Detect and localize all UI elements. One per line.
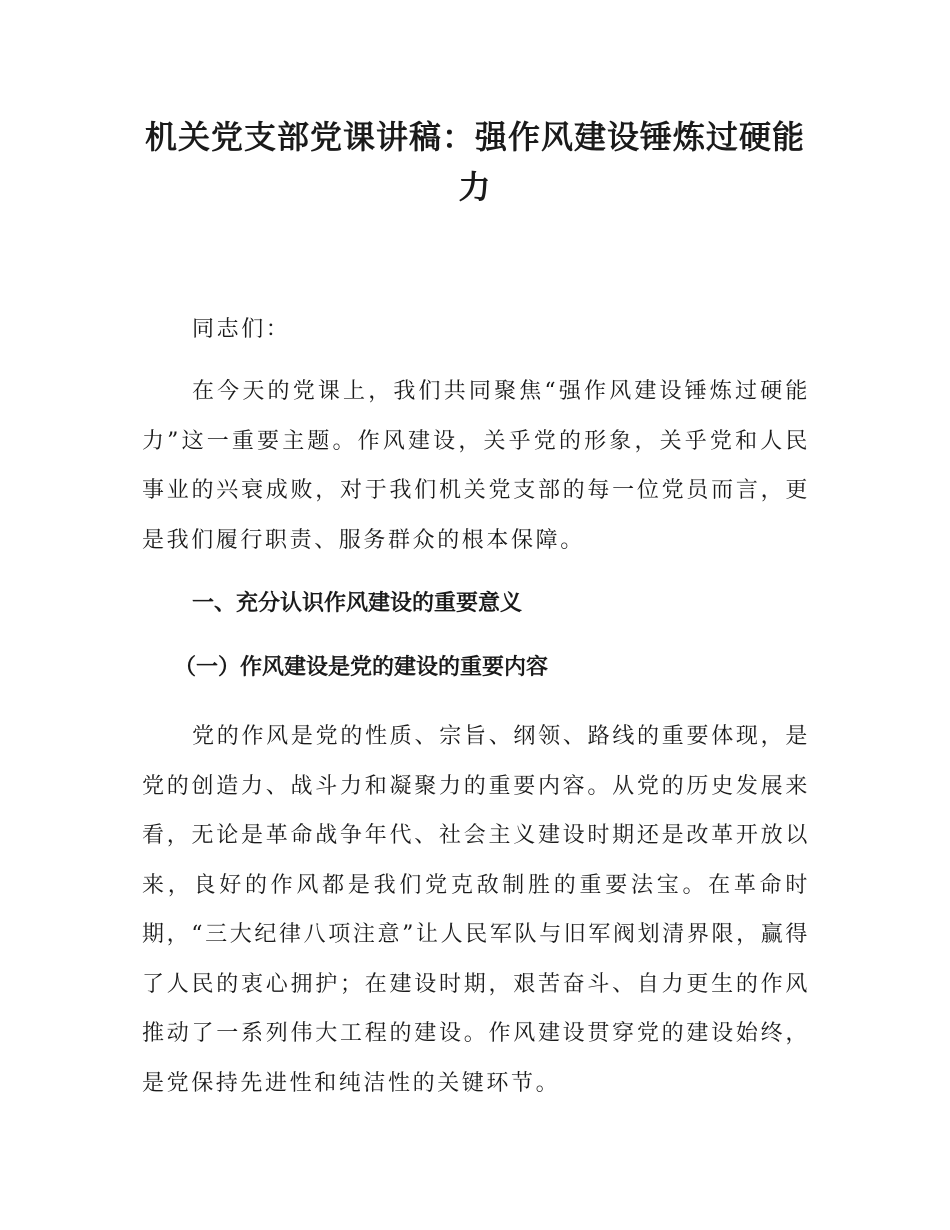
section-heading-1: 一、充分认识作风建设的重要意义 [192, 591, 523, 616]
intro-paragraph: 在今天的党课上，我们共同聚焦“强作风建设锤炼过硬能力”这一重要主题。作风建设，关乎党的形象，关乎党和人民事业的兴衰成败，对于我们机关党支部的每一位党员而言，更是我们履行职责、服务群众的根本保障。 [142, 379, 810, 553]
subsection-heading-1-1: （一）作风建设是党的建设的重要内容 [174, 655, 549, 680]
document-title: 机关党支部党课讲稿：强作风建设锤炼过硬能力 [144, 118, 805, 206]
greeting: 同志们： [192, 317, 291, 342]
body-paragraph: 党的作风是党的性质、宗旨、纲领、路线的重要体现，是党的创造力、战斗力和凝聚力的重要内容。从党的历史发展来看，无论是革命战争年代、社会主义建设时期还是改革开放以来，良好的作风都是我们党克敌制胜的重要法宝。在革命时期，“三大纪律八项注意”让人民军队与旧军阀划清界限，赢得了人民的衷心拥护；在建设时期，艰苦奋斗、自力更生的作风推动了一系列伟大工程的建设。作风建设贯穿党的建设始终，是党保持先进性和纯洁性的关键环节。 [142, 724, 810, 1096]
